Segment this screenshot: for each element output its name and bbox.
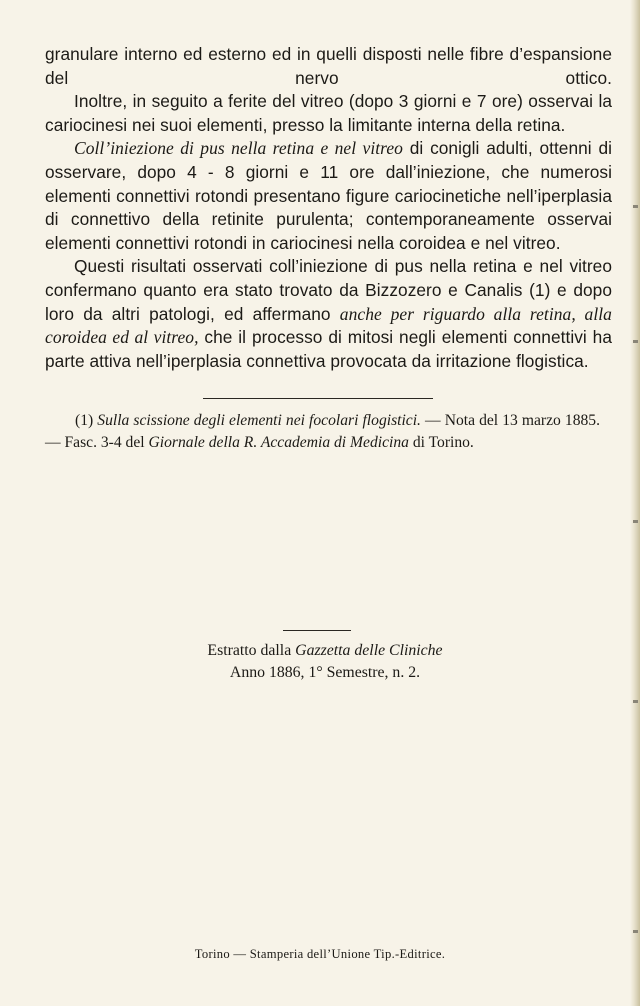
paragraph-4-italic: anche per riguardo alla retina, alla coroidea ed al vitreo,: [45, 303, 612, 348]
edge-mark: [633, 340, 638, 343]
footnote-title: Sulla scissione degli elementi nei focolari flogistici.: [97, 412, 421, 429]
estratto-line-1: [5, 640, 640, 662]
paragraph-4-text-start: Questi risultati osservati coll’iniezione di pus nella retina e nel vitreo confermano quanto era stato trovato da Bizzozero e Canalis (1) e dopo loro da altri patologi, ed affermano: [45, 256, 612, 324]
footnote-divider: [203, 398, 433, 399]
paragraph-4: [45, 255, 612, 373]
edge-mark: [633, 205, 638, 208]
edge-mark: [633, 930, 638, 933]
paragraph-2-text: Inoltre, in seguito a ferite del vitreo (dopo 3 giorni e 7 ore) osservai la cariocinesi nei suoi elementi, presso la limitante interna della retina.: [45, 91, 612, 135]
paragraph-1-text: granulare interno ed esterno ed in quelli disposti nelle fibre d’espansione del nervo ottico.: [45, 44, 612, 88]
footnote-text: — Nota del 13 marzo 1885. — Fasc. 3-4 del: [45, 412, 600, 451]
printer-imprint: [0, 947, 640, 962]
paragraph-3-italic: Coll’iniezione di pus nella retina e nel vitreo: [74, 138, 403, 159]
paragraph-3-text: di conigli adulti, ottenni di osservare, dopo 4 - 8 giorni e 11 ore dall’iniezione, che numerosi elementi connettivi rotondi presentano figure cariocinetiche nell’iperplasia di connettivo della retinite purulenta; contemporaneamente osservai elementi connettivi rotondi in cariocinesi nella coroidea e nel vitreo.: [45, 138, 612, 253]
paragraph-3: [45, 137, 612, 255]
footnote-end: di Torino.: [408, 433, 474, 451]
page-edge: [630, 0, 640, 1006]
estratto-prefix: Estratto dalla: [207, 642, 296, 659]
estratto-block: [0, 640, 640, 684]
paragraph-4-text-end: che il processo di mitosi negli elementi connettivi ha parte attiva nell’iperplasia connettiva provocata da irritazione flogistica.: [45, 327, 612, 371]
estratto-line-2: Anno 1886, 1° Semestre, n. 2.: [229, 664, 421, 681]
printer-text: Torino — Stamperia dell’Unione Tip.-Editrice.: [194, 947, 446, 961]
edge-mark: [633, 700, 638, 703]
footnote-journal: Giornale della R. Accademia di Medicina: [148, 433, 409, 451]
estratto-divider: [283, 630, 351, 631]
body-text: [45, 43, 612, 373]
paragraph-2: [45, 90, 612, 137]
estratto-journal: Gazzetta delle Cliniche: [295, 642, 443, 659]
footnote: [45, 410, 600, 453]
footnote-marker: (1): [75, 412, 98, 429]
edge-mark: [633, 520, 638, 523]
paragraph-1: [45, 43, 612, 90]
